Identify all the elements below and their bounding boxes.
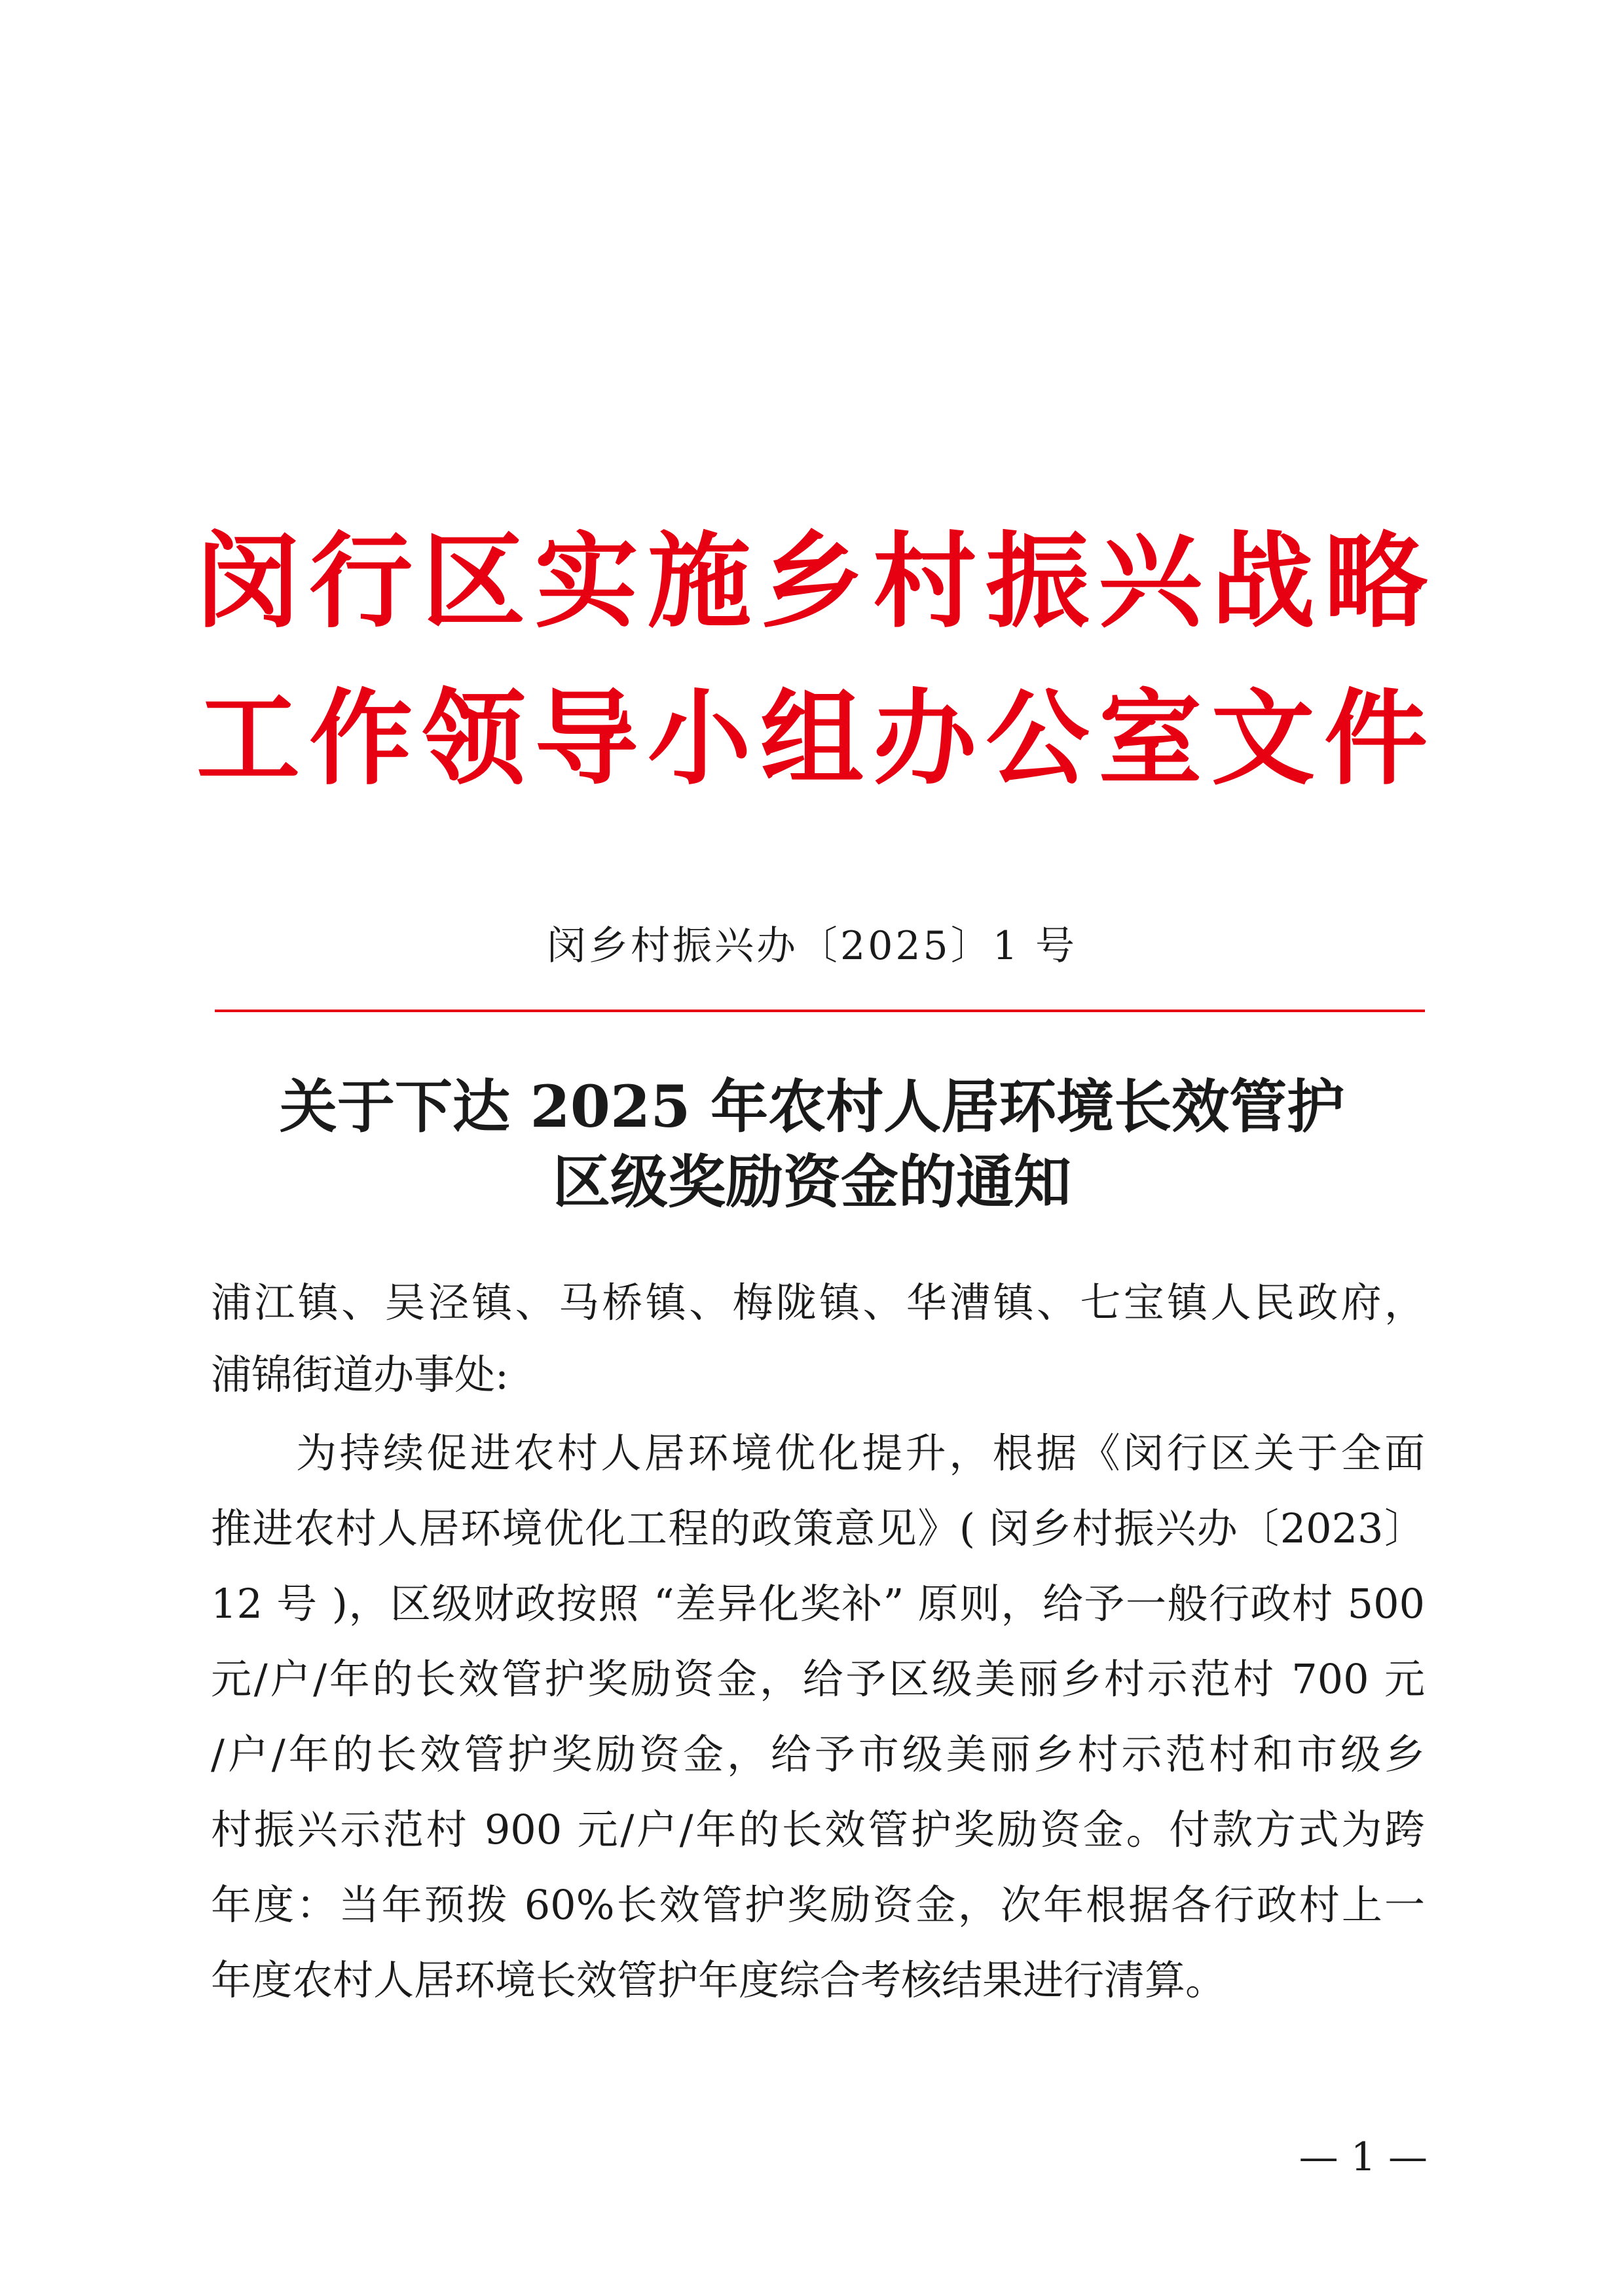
page-number: — 1 — [1299,2134,1428,2180]
body-line-8: 年度农村人居环境长效管护年度综合考核结果进行清算。 [211,1956,1227,2004]
notice-title-line-2: 区级奖励资金的通知 [552,1148,1071,1216]
body-line-1: 为持续促进农村人居环境优化提升，根据《闵行区关于全面 [296,1429,1425,1477]
body-line-5: /户/年的长效管护奖励资金，给予市级美丽乡村示范村和市级乡 [211,1730,1425,1778]
body-line-6: 村振兴示范村 900 元/户/年的长效管护奖励资金。付款方式为跨 [211,1806,1425,1853]
red-separator-line [215,1010,1425,1012]
masthead-line-2: 工作领导小组办公室文件 [196,679,1428,799]
body-line-3: 12 号 )，区级财政按照 “差异化奖补” 原则，给予一般行政村 500 [211,1580,1425,1628]
masthead-line-1: 闵行区实施乡村振兴战略 [196,522,1428,642]
notice-title-line-1: 关于下达 2025 年农村人居环境长效管护 [279,1072,1345,1140]
body-line-2: 推进农村人居环境优化工程的政策意见》( 闵乡村振兴办〔2023〕 [211,1504,1425,1552]
body-line-4: 元/户/年的长效管护奖励资金，给予区级美丽乡村示范村 700 元 [211,1655,1425,1703]
body-line-7: 年度：当年预拨 60%长效管护奖励资金，次年根据各行政村上一 [211,1881,1425,1929]
recipients-line-1: 浦江镇、吴泾镇、马桥镇、梅陇镇、华漕镇、七宝镇人民政府， [211,1279,1425,1326]
recipients-line-2: 浦锦街道办事处: [211,1351,509,1398]
document-number: 闵乡村振兴办〔2025〕1 号 [547,923,1077,969]
